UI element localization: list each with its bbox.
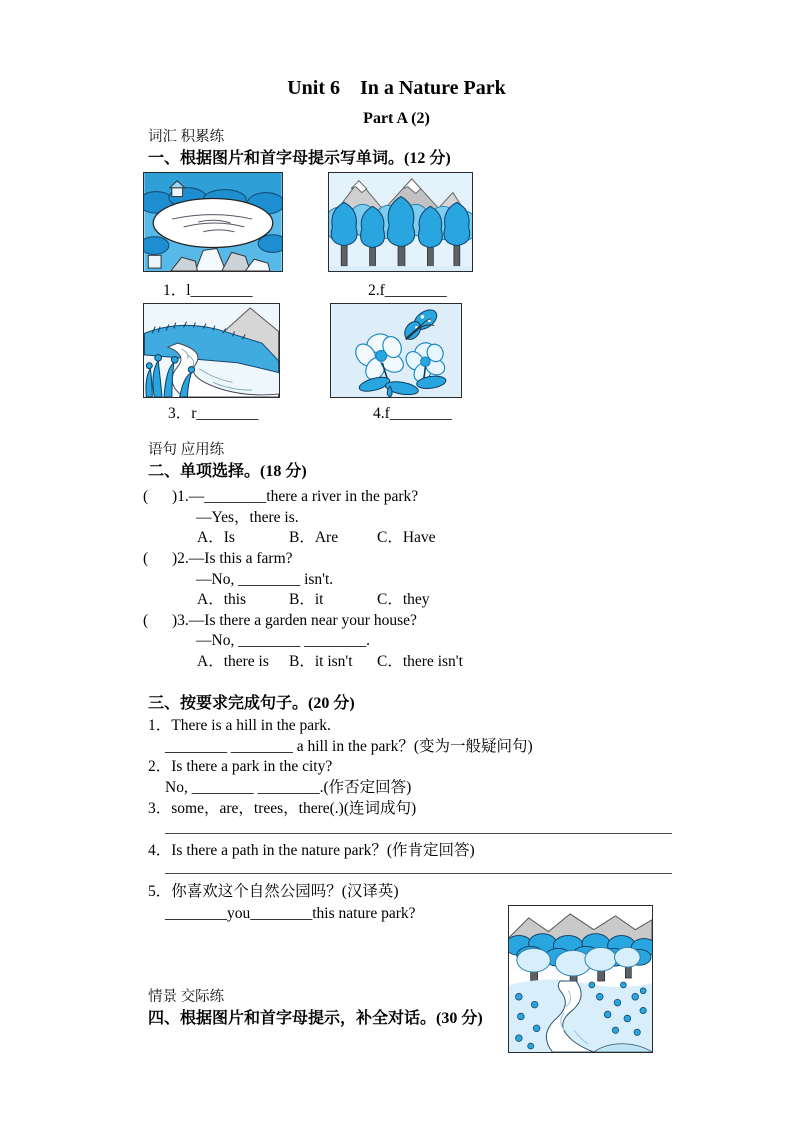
word-label-2: 2.f________: [368, 282, 447, 299]
word-label-1: 1．l________: [163, 282, 253, 299]
answer-line-2: [165, 873, 672, 874]
answer-line-1: [165, 833, 672, 834]
flower-illustration: [331, 304, 461, 397]
nature-park-scene-image: [508, 905, 653, 1053]
worksheet-title: Unit 6 In a Nature Park: [287, 77, 506, 99]
lake-scene-image: [143, 172, 283, 272]
q3-option-a: A．there is: [197, 653, 269, 670]
rewrite-1-answer: ________ ________ a hill in the park？(变为一般疑问句): [165, 738, 533, 755]
q1-option-c: C．Have: [377, 529, 436, 546]
rewrite-5-sentence: 5．你喜欢这个自然公园吗？(汉译英): [148, 883, 399, 900]
river-illustration: [144, 304, 279, 397]
section-heading-1: 一、根据图片和首字母提示写单词。(12 分): [148, 150, 451, 167]
q2-stem: )2.—Is this a farm?: [172, 550, 293, 567]
q1-option-b: B．Are: [289, 529, 339, 546]
q2-option-c: C．they: [377, 591, 430, 608]
section-heading-4: 四、根据图片和首字母提示，补全对话。(30 分): [148, 1010, 483, 1027]
q1-option-a: A．Is: [197, 529, 235, 546]
section-tag-scene: 情景 交际练: [148, 989, 225, 1005]
section-tag-sentence: 语句 应用练: [148, 442, 225, 458]
word-label-4: 4.f________: [373, 405, 452, 422]
rewrite-4-sentence: 4．Is there a path in the nature park？(作肯定回答): [148, 842, 475, 859]
rewrite-5-answer: ________you________this nature park?: [165, 905, 416, 922]
q1-paren: (: [143, 488, 149, 505]
q2-option-b: B．it: [289, 591, 324, 608]
forest-illustration: [329, 173, 472, 271]
section-tag-vocabulary: 词汇 积累练: [148, 129, 225, 145]
nature-park-illustration: [509, 906, 652, 1052]
q2-paren: (: [143, 550, 149, 567]
section-heading-2: 二、单项选择。(18 分): [148, 463, 307, 480]
q1-stem: )1.—________there a river in the park?: [172, 488, 419, 505]
word-label-3: 3．r________: [168, 405, 259, 422]
forest-scene-image: [328, 172, 473, 272]
rewrite-2-answer: No, ________ ________.(作否定回答): [165, 779, 412, 796]
rewrite-1-sentence: 1．There is a hill in the park.: [148, 717, 331, 734]
q2-option-a: A．this: [197, 591, 247, 608]
rewrite-3-sentence: 3．some，are，trees，there(.)(连词成句): [148, 800, 417, 817]
q3-option-b: B．it isn't: [289, 653, 353, 670]
flowers-butterfly-image: [330, 303, 462, 398]
section-heading-3: 三、按要求完成句子。(20 分): [148, 695, 355, 712]
q2-reply: —No, ________ isn't.: [196, 571, 334, 588]
q1-reply: —Yes，there is.: [196, 509, 299, 526]
q3-stem: )3.—Is there a garden near your house?: [172, 612, 417, 629]
riverbank-scene-image: [143, 303, 280, 398]
rewrite-2-sentence: 2．Is there a park in the city?: [148, 758, 333, 775]
q3-reply: —No, ________ ________.: [196, 632, 370, 649]
q3-paren: (: [143, 612, 149, 629]
lake-illustration: [144, 173, 282, 271]
q3-option-c: C．there isn't: [377, 653, 463, 670]
worksheet-subtitle: Part A (2): [363, 110, 430, 127]
